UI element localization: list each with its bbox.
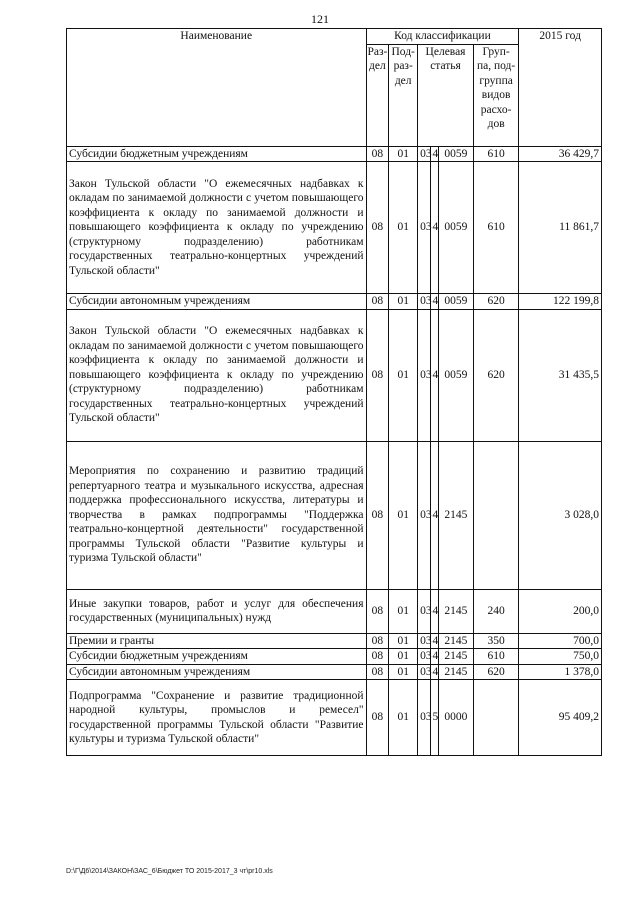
row-razdel: 08 xyxy=(366,294,389,310)
row-razdel: 08 xyxy=(366,649,389,665)
row-cs-direction: 0059 xyxy=(438,309,473,441)
row-cs-subprogram: 4 xyxy=(430,309,438,441)
header-podrazdel: Под- раз- дел xyxy=(389,44,418,146)
row-cs-subprogram: 4 xyxy=(430,441,438,589)
table-row xyxy=(67,664,602,680)
row-cs-subprogram: 4 xyxy=(430,633,438,649)
row-cs-direction: 2145 xyxy=(438,633,473,649)
row-cs-program: 03 xyxy=(418,633,430,649)
row-razdel: 08 xyxy=(366,680,389,756)
row-vid-rashodov: 610 xyxy=(473,162,518,294)
row-podrazdel: 01 xyxy=(389,680,418,756)
row-cs-direction: 0000 xyxy=(438,680,473,756)
row-podrazdel: 01 xyxy=(389,441,418,589)
row-podrazdel: 01 xyxy=(389,162,418,294)
row-cs-direction: 0059 xyxy=(438,294,473,310)
row-cs-subprogram: 4 xyxy=(430,589,438,633)
row-vid-rashodov: 620 xyxy=(473,664,518,680)
row-cs-subprogram: 4 xyxy=(430,146,438,162)
row-cs-subprogram: 4 xyxy=(430,649,438,665)
row-vid-rashodov xyxy=(473,441,518,589)
row-razdel: 08 xyxy=(366,309,389,441)
page-number: 121 xyxy=(311,12,329,26)
row-sum-2015: 11 861,7 xyxy=(519,162,602,294)
row-sum-2015: 200,0 xyxy=(519,589,602,633)
table-row xyxy=(67,162,602,294)
row-name: Иные закупки товаров, работ и услуг для обеспечения государственных (муниципальных) нужд xyxy=(67,589,367,633)
row-cs-subprogram: 5 xyxy=(430,680,438,756)
row-sum-2015: 3 028,0 xyxy=(519,441,602,589)
table-row xyxy=(67,633,602,649)
row-cs-direction: 2145 xyxy=(438,589,473,633)
row-podrazdel: 01 xyxy=(389,309,418,441)
row-name: Подпрограмма "Сохранение и развитие традиционной народной культуры, промыслов и ремесел" государственной программы Тульской области "Развитие культуры и туризма Тульской области" xyxy=(67,680,367,756)
header-code-group: Код классификации xyxy=(366,29,519,45)
row-name: Мероприятия по сохранению и развитию традиций репертуарного театра и музыкального искусства, адресная поддержка профессионального искусства, литературы и творчества в рамках подпрограммы "Поддержка театрально-концертной деятельности" государственной программы Тульской области "Развитие культуры и туризма Тульской области" xyxy=(67,441,367,589)
header-name: Наименование xyxy=(67,29,367,147)
row-cs-direction: 2145 xyxy=(438,441,473,589)
row-cs-program: 03 xyxy=(418,680,430,756)
row-vid-rashodov: 610 xyxy=(473,649,518,665)
row-cs-direction: 0059 xyxy=(438,162,473,294)
row-name: Субсидии бюджетным учреждениям xyxy=(67,649,367,665)
row-razdel: 08 xyxy=(366,162,389,294)
row-cs-program: 03 xyxy=(418,664,430,680)
row-razdel: 08 xyxy=(366,664,389,680)
row-cs-direction: 2145 xyxy=(438,649,473,665)
row-podrazdel: 01 xyxy=(389,589,418,633)
row-sum-2015: 31 435,5 xyxy=(519,309,602,441)
row-sum-2015: 36 429,7 xyxy=(519,146,602,162)
row-cs-program: 03 xyxy=(418,162,430,294)
header-row-top xyxy=(67,29,602,45)
row-cs-program: 03 xyxy=(418,294,430,310)
row-vid-rashodov: 620 xyxy=(473,309,518,441)
table-row xyxy=(67,680,602,756)
row-name: Закон Тульской области "О ежемесячных надбавках к окладам по занимаемой должности с учетом повышающего коэффициента к окладу по занимаемой должности и повышающего коэффициента к окладу по учреждению (структурному подразделению) работникам государственных театрально-концертных учреждений Тульской области" xyxy=(67,162,367,294)
table-row xyxy=(67,309,602,441)
file-path-footer: D:\Г\Д6\2014\ЗАКОН\ЗАС_6\Бюджет ТО 2015-2017_3 чт\рr10.xls xyxy=(66,868,273,875)
row-name: Субсидии бюджетным учреждениям xyxy=(67,146,367,162)
row-name: Субсидии автономным учреждениям xyxy=(67,664,367,680)
row-razdel: 08 xyxy=(366,633,389,649)
row-vid-rashodov xyxy=(473,680,518,756)
row-vid-rashodov: 240 xyxy=(473,589,518,633)
row-cs-direction: 0059 xyxy=(438,146,473,162)
row-sum-2015: 1 378,0 xyxy=(519,664,602,680)
row-cs-subprogram: 4 xyxy=(430,294,438,310)
row-vid-rashodov: 620 xyxy=(473,294,518,310)
row-podrazdel: 01 xyxy=(389,664,418,680)
header-vid: Груп- па, под- группа видов расхо- дов xyxy=(473,44,518,146)
table-row xyxy=(67,441,602,589)
row-name: Закон Тульской области "О ежемесячных надбавках к окладам по занимаемой должности с учетом повышающего коэффициента к окладу по занимаемой должности и повышающего коэффициента к окладу по учреждению (структурному подразделению) работникам государственных театрально-концертных учреждений Тульской области" xyxy=(67,309,367,441)
row-razdel: 08 xyxy=(366,146,389,162)
row-cs-program: 03 xyxy=(418,589,430,633)
row-cs-subprogram: 4 xyxy=(430,162,438,294)
row-podrazdel: 01 xyxy=(389,633,418,649)
row-sum-2015: 122 199,8 xyxy=(519,294,602,310)
table-row xyxy=(67,294,602,310)
row-cs-subprogram: 4 xyxy=(430,664,438,680)
row-podrazdel: 01 xyxy=(389,146,418,162)
row-razdel: 08 xyxy=(366,441,389,589)
table-row xyxy=(67,146,602,162)
header-celevaya: Целевая статья xyxy=(418,44,474,146)
row-cs-program: 03 xyxy=(418,649,430,665)
row-vid-rashodov: 350 xyxy=(473,633,518,649)
row-name: Субсидии автономным учреждениям xyxy=(67,294,367,310)
header-razdel: Раз- дел xyxy=(366,44,389,146)
header-year: 2015 год xyxy=(519,29,602,147)
row-name: Премии и гранты xyxy=(67,633,367,649)
row-vid-rashodov: 610 xyxy=(473,146,518,162)
row-cs-direction: 2145 xyxy=(438,664,473,680)
row-sum-2015: 700,0 xyxy=(519,633,602,649)
row-cs-program: 03 xyxy=(418,146,430,162)
row-razdel: 08 xyxy=(366,589,389,633)
table-row xyxy=(67,589,602,633)
row-sum-2015: 95 409,2 xyxy=(519,680,602,756)
table-row xyxy=(67,649,602,665)
row-podrazdel: 01 xyxy=(389,649,418,665)
row-podrazdel: 01 xyxy=(389,294,418,310)
row-cs-program: 03 xyxy=(418,309,430,441)
row-cs-program: 03 xyxy=(418,441,430,589)
budget-table xyxy=(66,28,602,756)
row-sum-2015: 750,0 xyxy=(519,649,602,665)
